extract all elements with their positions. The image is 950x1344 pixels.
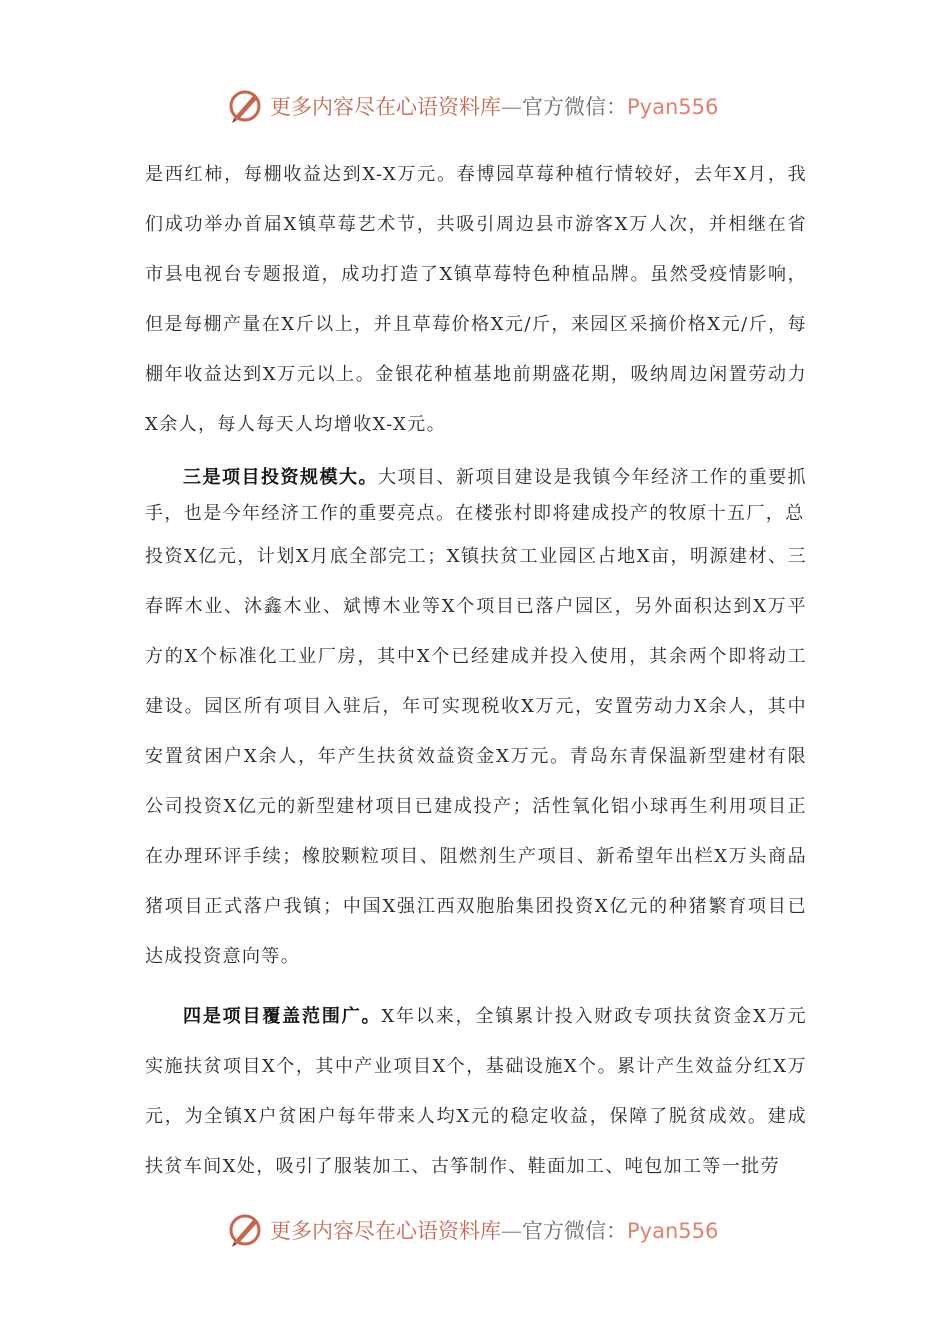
footer-banner [226,1210,746,1250]
footer-site-name: 更多内容尽在心语资料库 [270,1219,501,1243]
paragraph-continuation: 是西红柿，每棚收益达到X-X万元。春博园草莓种植行情较好，去年X月，我们成功举办首届X镇草莓艺术节，共吸引周边县市游客X万人次，并相继在省市县电视台专题报道，成功打造了X镇草莓特色种植品牌。虽然受疫情影响，但是每棚产量在X斤以上，并且草莓价格X元/斤，来园区采摘价格X元/斤，每棚年收益达到X万元以上。金银花种植基地前期盛花期，吸纳周边闲置劳动力X余人，每人每天人均增收X-X元。 [145,164,807,435]
paragraph-project-investment: 投资X亿元，计划X月底全部完工；X镇扶贫工业园区占地X亩，明源建材、三春晖木业、沐鑫木业、斌博木业等X个项目已落户园区，另外面积达到X万平方的X个标准化工业厂房，其中X个已经建成并投入使用，其余两个即将动工建设。园区所有项目入驻后，年可实现税收X万元，安置劳动力X余人，其中安置贫困户X余人，年产生扶贫效益资金X万元。青岛东青保温新型建材有限公司投资X亿元的新型建材项目已建成投产；活性氧化铝小球再生利用项目正在办理环评手续；橡胶颗粒项目、阻燃剂生产项目、新希望年出栏X万头商品猪项目正式落户我镇；中国X强江西双胞胎集团投资X亿元的种猪繁育项目已达成投资意向等。 [145,546,807,967]
footer-dash: — [501,1219,522,1243]
header-banner [226,86,746,126]
paragraph-lead-project-investment: 三是项目投资规模大。 [183,467,379,488]
header-text [270,91,718,121]
footer-text [270,1215,718,1245]
header-site-name: 更多内容尽在心语资料库 [270,95,501,119]
paragraph-project-investment-intro [145,460,807,532]
header-wechat-id: Pyan556 [627,95,719,119]
footer-wechat-label: 官方微信： [522,1219,627,1243]
pen-logo-icon [226,87,264,125]
paragraph-project-coverage [145,992,807,1192]
header-dash: — [501,95,522,119]
pen-logo-icon [226,1211,264,1249]
document-body [145,150,807,1192]
paragraph-project-coverage-text: X年以来，全镇累计投入财政专项扶贫资金X万元实施扶贫项目X个，其中产业项目X个，基础设施X个。累计产生效益分红X万元，为全镇X户贫困户每年带来人均X元的稳定收益，保障了脱贫成效。建成扶贫车间X处，吸引了服装加工、古筝制作、鞋面加工、吨包加工等一批劳 [145,1006,807,1177]
paragraph-project-investment-top: 大项目、新项目建设是我镇今年经济工作的重要抓手，也是今年经济工作的重要亮点。在楼张村即将建成投产的牧原十五厂，总 [145,467,807,524]
paragraph-lead-project-coverage: 四是项目覆盖范围广。 [183,1006,382,1027]
footer-wechat-id: Pyan556 [627,1219,719,1243]
header-wechat-label: 官方微信： [522,95,627,119]
